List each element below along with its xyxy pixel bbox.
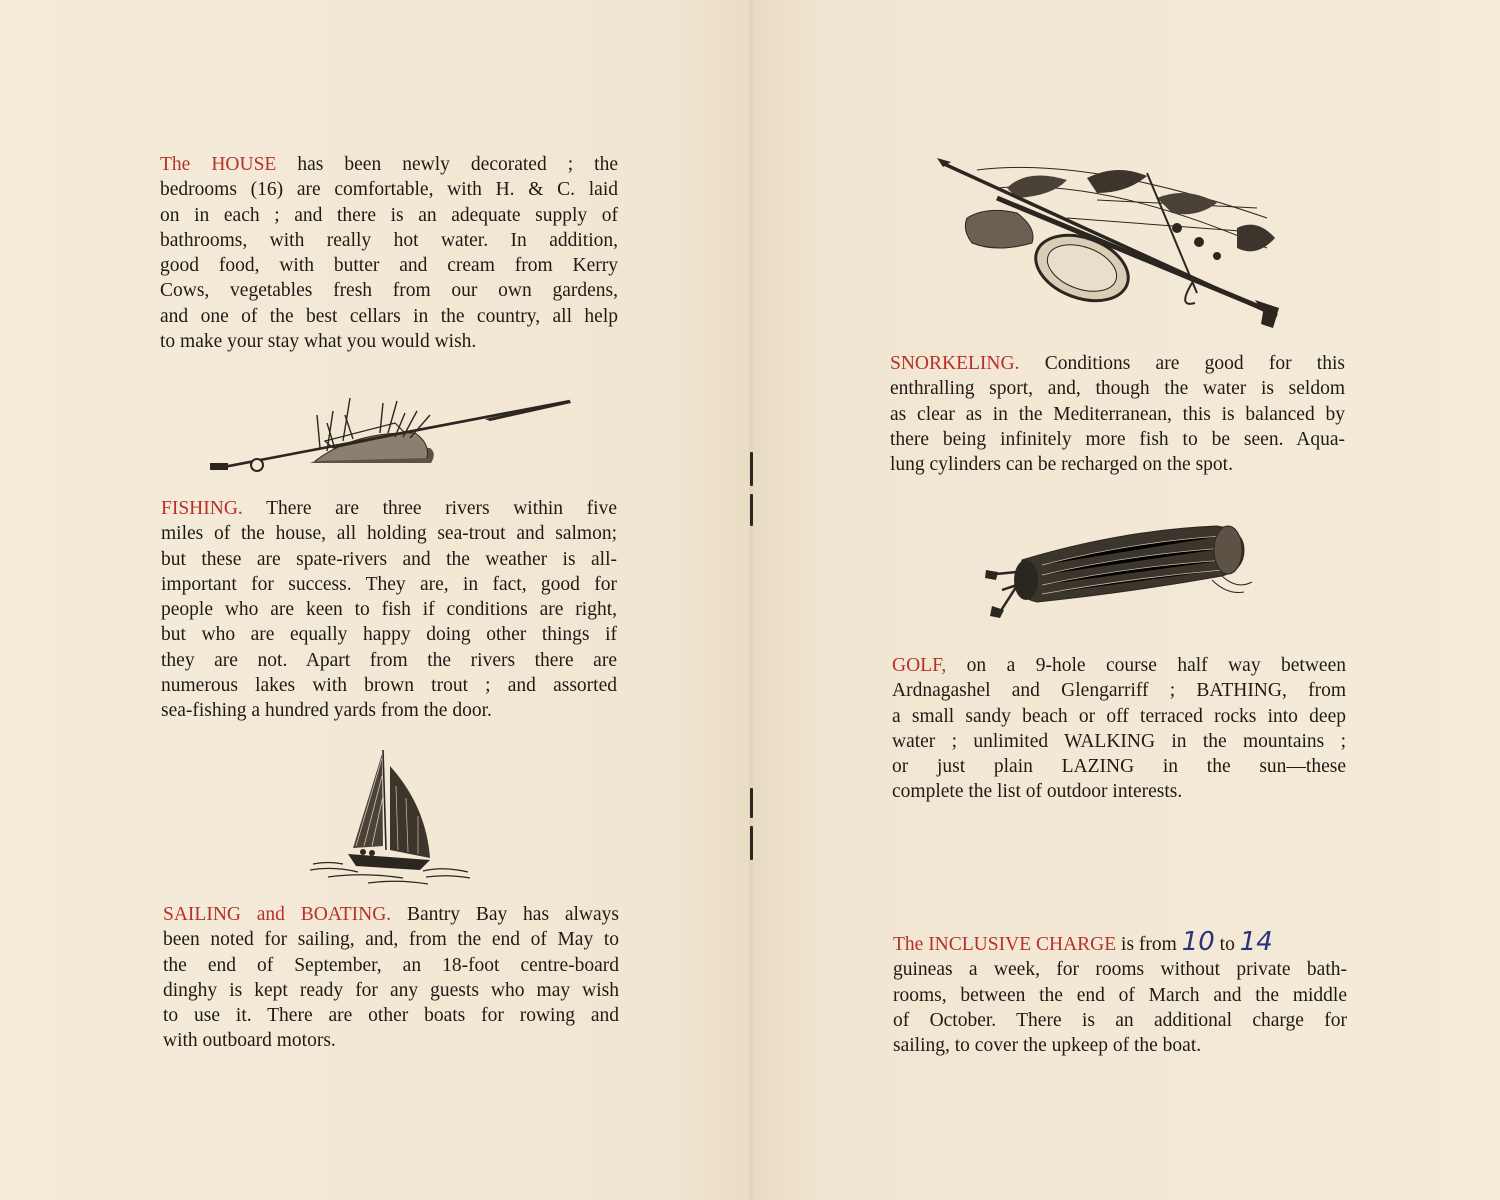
- text-line: sailing, to cover the upkeep of the boat.: [893, 1035, 1202, 1057]
- text-line: the end of September, an 18-foot centre-board: [163, 954, 619, 976]
- staple-mark: [750, 452, 753, 486]
- handwritten-price-from: 10: [1181, 927, 1215, 957]
- text-line: to make your stay what you would wish.: [160, 331, 477, 353]
- house-paragraph: [160, 152, 618, 354]
- text-line: people who are keen to fish if conditions are right,: [161, 599, 617, 621]
- text-line: bathrooms, with really hot water. In addition,: [160, 229, 618, 251]
- text-line: there being infinitely more fish to be seen. Aqua-: [890, 428, 1345, 450]
- text-line: with outboard motors.: [163, 1030, 336, 1052]
- text-line: miles of the house, all holding sea-trout and salmon;: [161, 523, 617, 545]
- fishing-paragraph: [161, 496, 617, 724]
- fishing-rod-and-creel-illustration: [205, 393, 577, 478]
- charge-heading: The INCLUSIVE CHARGE: [893, 934, 1117, 955]
- text-line: or just plain LAZING in the sun—these: [892, 756, 1346, 778]
- staple-mark: [750, 494, 753, 526]
- sailing-boat-illustration: [308, 746, 473, 886]
- text-line: Ardnagashel and Glengarriff ; BATHING, from: [892, 680, 1346, 702]
- golf-heading: GOLF,: [892, 655, 947, 676]
- text-line: but who are equally happy doing other things if: [161, 624, 617, 646]
- golf-paragraph: [892, 653, 1346, 805]
- text-line: to use it. There are other boats for rowing and: [163, 1005, 619, 1027]
- text-line: sea-fishing a hundred yards from the door.: [161, 700, 492, 722]
- fishing-heading: FISHING.: [161, 498, 243, 519]
- staple-mark: [750, 788, 753, 818]
- text-line: There are three rivers within five: [242, 498, 617, 519]
- text-line: on a 9-hole course half way between: [946, 655, 1346, 676]
- text-line: good food, with butter and cream from Kerry: [160, 255, 618, 277]
- snorkeling-heading: SNORKELING.: [890, 353, 1020, 374]
- text-line: on in each ; and there is an adequate supply of: [160, 204, 618, 226]
- house-heading: The HOUSE: [160, 154, 277, 175]
- text-line: guineas a week, for rooms without private bath-: [893, 959, 1347, 981]
- text-line: been noted for sailing, and, from the end of May to: [163, 929, 619, 951]
- text-line: of October. There is an additional charge for: [893, 1009, 1347, 1031]
- text-line: Bantry Bay has always: [391, 904, 619, 925]
- speargun-and-mask-illustration: [937, 158, 1282, 330]
- golf-bag-illustration: [982, 520, 1254, 620]
- text-line: is from: [1116, 934, 1182, 955]
- text-line: lung cylinders can be recharged on the spot.: [890, 454, 1233, 476]
- text-line: rooms, between the end of March and the middle: [893, 984, 1347, 1006]
- text-line: Cows, vegetables fresh from our own gardens,: [160, 280, 618, 302]
- text-line: Conditions are good for this: [1019, 353, 1345, 374]
- staple-mark: [750, 826, 753, 860]
- text-line: they are not. Apart from the rivers there are: [161, 649, 617, 671]
- text-line: a small sandy beach or off terraced rocks into deep: [892, 705, 1346, 727]
- text-line: water ; unlimited WALKING in the mountains ;: [892, 730, 1346, 752]
- text-line: dinghy is kept ready for any guests who may wish: [163, 979, 619, 1001]
- text-line: important for success. They are, in fact, good for: [161, 573, 617, 595]
- snorkeling-paragraph: [890, 351, 1345, 477]
- text-line: to: [1214, 934, 1240, 955]
- text-line: and one of the best cellars in the country, all help: [160, 305, 618, 327]
- sailing-paragraph: [163, 902, 619, 1054]
- text-line: numerous lakes with brown trout ; and assorted: [161, 675, 617, 697]
- text-line: complete the list of outdoor interests.: [892, 781, 1183, 803]
- sailing-heading: SAILING and BOATING.: [163, 904, 392, 925]
- text-line: but these are spate-rivers and the weather is all-: [161, 548, 617, 570]
- text-line: bedrooms (16) are comfortable, with H. & C. laid: [160, 179, 618, 201]
- text-line: as clear as in the Mediterranean, this is balanced by: [890, 403, 1345, 425]
- handwritten-price-to: 14: [1239, 927, 1273, 957]
- charge-paragraph: [893, 927, 1347, 1058]
- booklet-gutter: [749, 0, 753, 1200]
- text-line: has been newly decorated ; the: [276, 154, 619, 175]
- text-line: enthralling sport, and, though the water is seldom: [890, 378, 1345, 400]
